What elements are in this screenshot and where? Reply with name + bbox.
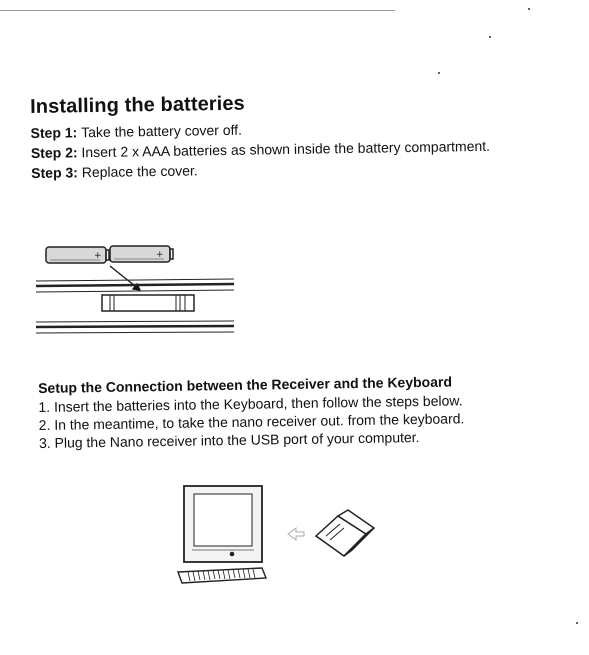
step-label: Step 1:	[30, 124, 78, 141]
print-speck	[528, 8, 530, 10]
list-item: 2. In the meantime, to take the nano receiver out. from the keyboard.	[38, 410, 465, 433]
installing-batteries-section	[30, 88, 551, 183]
print-speck	[576, 622, 578, 624]
top-rule	[0, 10, 395, 11]
step-label: Step 2:	[30, 144, 78, 161]
list-item: 3. Plug the Nano receiver into the USB port of your computer.	[38, 429, 420, 451]
step-text: Replace the cover.	[81, 162, 198, 181]
installing-title: Installing the batteries	[30, 92, 245, 118]
print-speck	[489, 36, 491, 38]
print-speck	[438, 72, 440, 74]
step-text: Take the battery cover off.	[81, 121, 243, 141]
step-text: Insert 2 x AAA batteries as shown inside the battery compartment.	[81, 137, 491, 161]
list-item: 1. Insert the batteries into the Keyboard, then follow the steps below.	[38, 392, 463, 415]
svg-text:+: +	[94, 251, 102, 261]
receiver-connection-figure	[170, 482, 380, 592]
step-label: Step 3:	[31, 164, 79, 181]
usb-nano-receiver-icon	[316, 510, 374, 556]
connection-setup-section	[38, 372, 559, 452]
arrow-left-icon	[288, 528, 304, 540]
svg-text:+: +	[156, 250, 164, 260]
connection-title: Setup the Connection between the Receiver and the Keyboard	[38, 373, 453, 396]
computer-monitor-icon	[184, 486, 262, 562]
battery-installation-figure	[30, 238, 250, 346]
keyboard-icon	[178, 568, 266, 583]
battery-icon	[110, 246, 173, 262]
battery-icon	[46, 247, 109, 263]
